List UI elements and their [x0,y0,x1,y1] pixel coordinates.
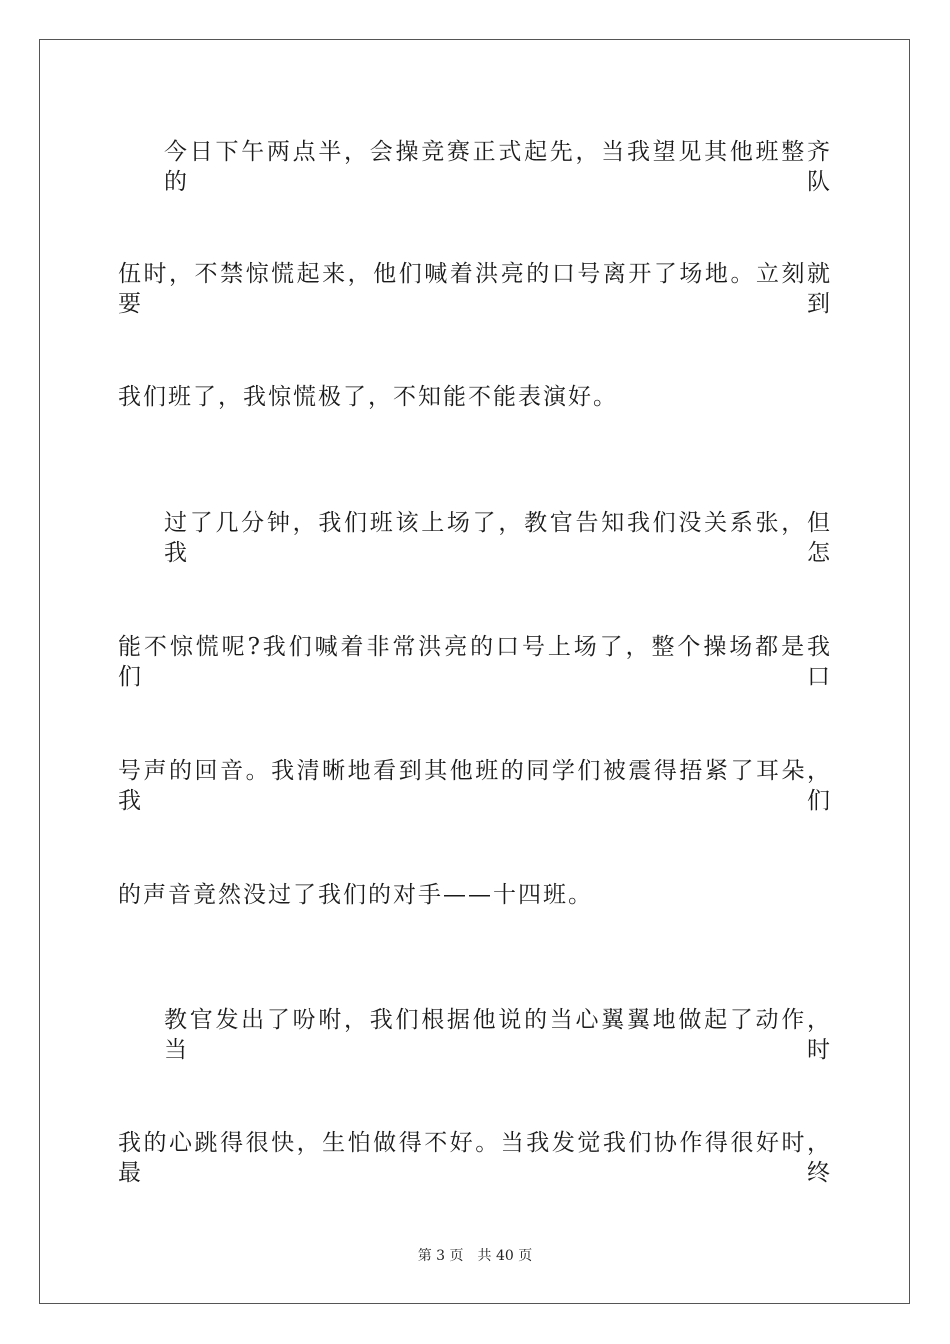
paragraph-1-line-2: 伍时，不禁惊慌起来，他们喊着洪亮的口号离开了场地。立刻就要到 [118,261,832,317]
page-total: 共 40 页 [477,1248,533,1264]
paragraph-2-line-3: 号声的回音。我清晰地看到其他班的同学们被震得捂紧了耳朵，我们 [118,758,832,814]
paragraph-3-line-1: 教官发出了吩咐，我们根据他说的当心翼翼地做起了动作，当时 [164,1007,832,1063]
page-footer [0,1247,950,1265]
paragraph-1-line-3: 我们班了，我惊慌极了，不知能不能表演好。 [118,384,618,410]
paragraph-1-line-1: 今日下午两点半，会操竞赛正式起先，当我望见其他班整齐的队 [164,139,832,195]
paragraph-2-line-1: 过了几分钟，我们班该上场了，教官告知我们没关系张，但我怎 [164,510,832,566]
page-number: 第 3 页 [417,1248,464,1264]
paragraph-3-line-2: 我的心跳得很快，生怕做得不好。当我发觉我们协作得很好时，最终 [118,1130,832,1186]
paragraph-2-line-4: 的声音竟然没过了我们的对手——十四班。 [118,882,593,908]
paragraph-2-line-2: 能不惊慌呢?我们喊着非常洪亮的口号上场了，整个操场都是我们口 [118,634,832,690]
